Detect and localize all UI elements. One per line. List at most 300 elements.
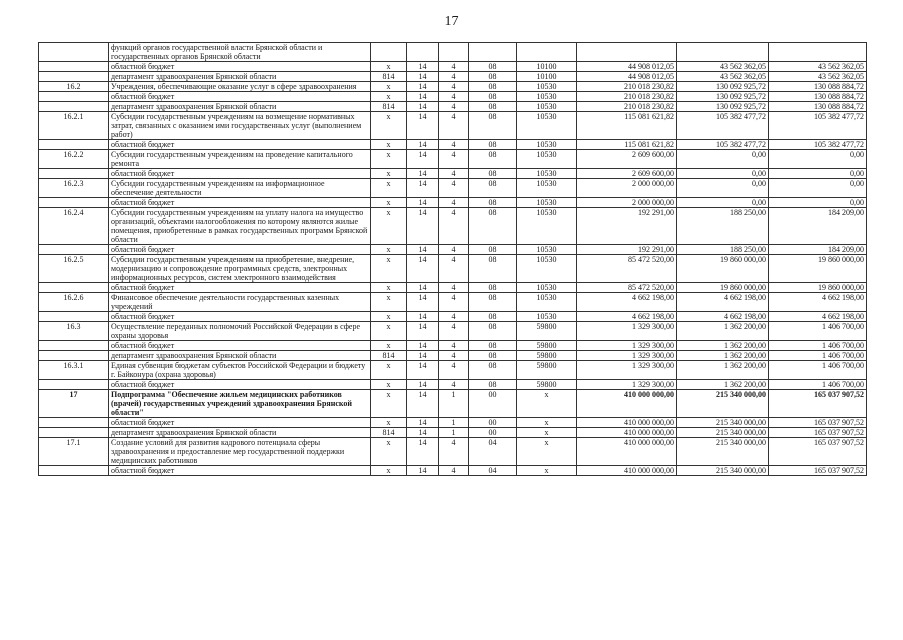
code-d-cell: х — [517, 428, 577, 438]
code-d-cell: 10530 — [517, 140, 577, 150]
item-number-cell — [39, 43, 109, 62]
amount-year-1-cell: 210 018 230,82 — [577, 82, 677, 92]
code-c-cell: 08 — [469, 351, 517, 361]
item-number-cell: 16.2.2 — [39, 150, 109, 169]
amount-year-2-cell: 43 562 362,05 — [677, 72, 769, 82]
code-a-cell: 14 — [407, 361, 439, 380]
item-name-cell: областной бюджет — [109, 169, 371, 179]
code-b-cell — [439, 43, 469, 62]
code-c-cell: 08 — [469, 62, 517, 72]
amount-year-1-cell: 85 472 520,00 — [577, 283, 677, 293]
item-number-cell — [39, 140, 109, 150]
item-number-cell — [39, 341, 109, 351]
code-c-cell: 08 — [469, 312, 517, 322]
code-c-cell: 08 — [469, 341, 517, 351]
code-a-cell: 14 — [407, 341, 439, 351]
code-d-cell: х — [517, 438, 577, 466]
code-a-cell: 14 — [407, 92, 439, 102]
code-b-cell: 4 — [439, 380, 469, 390]
amount-year-2-cell — [677, 43, 769, 62]
amount-year-2-cell: 1 362 200,00 — [677, 361, 769, 380]
amount-year-1-cell: 192 291,00 — [577, 245, 677, 255]
table-row — [39, 245, 867, 255]
amount-year-2-cell: 1 362 200,00 — [677, 351, 769, 361]
code-d-cell: х — [517, 466, 577, 476]
amount-year-2-cell: 0,00 — [677, 150, 769, 169]
code-c-cell: 04 — [469, 438, 517, 466]
amount-year-2-cell: 1 362 200,00 — [677, 380, 769, 390]
grbs-code-cell: х — [371, 312, 407, 322]
code-c-cell: 08 — [469, 255, 517, 283]
amount-year-2-cell: 43 562 362,05 — [677, 62, 769, 72]
code-a-cell: 14 — [407, 169, 439, 179]
amount-year-3-cell: 4 662 198,00 — [769, 293, 867, 312]
amount-year-2-cell: 19 860 000,00 — [677, 283, 769, 293]
amount-year-2-cell: 0,00 — [677, 169, 769, 179]
code-d-cell: 10530 — [517, 82, 577, 92]
code-b-cell: 4 — [439, 179, 469, 198]
item-number-cell — [39, 72, 109, 82]
amount-year-3-cell: 0,00 — [769, 150, 867, 169]
code-a-cell: 14 — [407, 293, 439, 312]
code-b-cell: 4 — [439, 312, 469, 322]
amount-year-3-cell: 1 406 700,00 — [769, 361, 867, 380]
amount-year-3-cell: 0,00 — [769, 198, 867, 208]
table-row — [39, 62, 867, 72]
code-a-cell: 14 — [407, 390, 439, 418]
grbs-code-cell: х — [371, 208, 407, 245]
code-c-cell: 08 — [469, 112, 517, 140]
amount-year-2-cell: 105 382 477,72 — [677, 140, 769, 150]
amount-year-3-cell: 130 088 884,72 — [769, 102, 867, 112]
amount-year-1-cell: 192 291,00 — [577, 208, 677, 245]
code-b-cell: 4 — [439, 150, 469, 169]
table-row — [39, 112, 867, 140]
grbs-code-cell — [371, 43, 407, 62]
amount-year-3-cell: 19 860 000,00 — [769, 283, 867, 293]
amount-year-1-cell: 44 908 012,05 — [577, 62, 677, 72]
item-number-cell — [39, 62, 109, 72]
code-d-cell: 10100 — [517, 62, 577, 72]
grbs-code-cell: х — [371, 341, 407, 351]
amount-year-2-cell: 215 340 000,00 — [677, 466, 769, 476]
item-number-cell: 16.2.6 — [39, 293, 109, 312]
grbs-code-cell: х — [371, 255, 407, 283]
item-number-cell — [39, 418, 109, 428]
code-a-cell: 14 — [407, 150, 439, 169]
item-name-cell: Субсидии государственным учреждениям на возмещение нормативных затрат, связанных с оказанием ими государственных услуг (выполнением работ) — [109, 112, 371, 140]
item-name-cell: областной бюджет — [109, 283, 371, 293]
code-d-cell: 10100 — [517, 72, 577, 82]
code-c-cell: 08 — [469, 208, 517, 245]
item-name-cell: департамент здравоохранения Брянской области — [109, 72, 371, 82]
amount-year-2-cell: 4 662 198,00 — [677, 293, 769, 312]
code-a-cell: 14 — [407, 102, 439, 112]
item-number-cell: 16.2.3 — [39, 179, 109, 198]
amount-year-3-cell: 105 382 477,72 — [769, 140, 867, 150]
code-c-cell: 08 — [469, 102, 517, 112]
amount-year-1-cell: 115 081 621,82 — [577, 140, 677, 150]
code-b-cell: 4 — [439, 208, 469, 245]
item-name-cell: Субсидии государственным учреждениям на приобретение, внедрение, модернизацию и сопровождение программных средств, электронных информационных ресурсов, систем электронного взаимодействия — [109, 255, 371, 283]
code-b-cell: 4 — [439, 351, 469, 361]
table-row — [39, 312, 867, 322]
grbs-code-cell: х — [371, 361, 407, 380]
grbs-code-cell: 814 — [371, 72, 407, 82]
grbs-code-cell: х — [371, 293, 407, 312]
code-d-cell: 10530 — [517, 92, 577, 102]
table-row — [39, 82, 867, 92]
code-b-cell: 1 — [439, 418, 469, 428]
code-a-cell: 14 — [407, 322, 439, 341]
code-d-cell: 10530 — [517, 312, 577, 322]
amount-year-1-cell: 410 000 000,00 — [577, 428, 677, 438]
code-b-cell: 4 — [439, 82, 469, 92]
table-row — [39, 43, 867, 62]
item-name-cell: областной бюджет — [109, 418, 371, 428]
code-b-cell: 4 — [439, 102, 469, 112]
table-row — [39, 466, 867, 476]
code-a-cell: 14 — [407, 245, 439, 255]
code-c-cell: 08 — [469, 82, 517, 92]
amount-year-1-cell: 410 000 000,00 — [577, 466, 677, 476]
code-d-cell: 10530 — [517, 208, 577, 245]
amount-year-1-cell: 115 081 621,82 — [577, 112, 677, 140]
amount-year-3-cell: 1 406 700,00 — [769, 351, 867, 361]
amount-year-1-cell: 410 000 000,00 — [577, 390, 677, 418]
amount-year-1-cell: 1 329 300,00 — [577, 322, 677, 341]
code-d-cell: 59800 — [517, 322, 577, 341]
code-d-cell: 10530 — [517, 245, 577, 255]
amount-year-2-cell: 4 662 198,00 — [677, 312, 769, 322]
amount-year-3-cell: 43 562 362,05 — [769, 72, 867, 82]
budget-table — [38, 42, 867, 476]
budget-table-wrapper — [38, 42, 866, 476]
grbs-code-cell: х — [371, 169, 407, 179]
code-d-cell: 59800 — [517, 341, 577, 351]
amount-year-3-cell: 130 088 884,72 — [769, 82, 867, 92]
amount-year-1-cell: 410 000 000,00 — [577, 418, 677, 428]
code-d-cell: 10530 — [517, 179, 577, 198]
grbs-code-cell: х — [371, 198, 407, 208]
amount-year-1-cell: 2 000 000,00 — [577, 179, 677, 198]
amount-year-2-cell: 130 092 925,72 — [677, 92, 769, 102]
code-b-cell: 4 — [439, 322, 469, 341]
table-row — [39, 341, 867, 351]
amount-year-3-cell: 184 209,00 — [769, 208, 867, 245]
item-number-cell: 16.2.5 — [39, 255, 109, 283]
item-name-cell: областной бюджет — [109, 380, 371, 390]
code-a-cell: 14 — [407, 255, 439, 283]
amount-year-1-cell: 1 329 300,00 — [577, 380, 677, 390]
amount-year-2-cell: 188 250,00 — [677, 208, 769, 245]
amount-year-3-cell: 43 562 362,05 — [769, 62, 867, 72]
code-d-cell: 10530 — [517, 283, 577, 293]
item-name-cell: областной бюджет — [109, 140, 371, 150]
item-number-cell — [39, 466, 109, 476]
amount-year-2-cell: 0,00 — [677, 179, 769, 198]
code-a-cell: 14 — [407, 72, 439, 82]
amount-year-3-cell: 4 662 198,00 — [769, 312, 867, 322]
code-c-cell: 08 — [469, 293, 517, 312]
code-b-cell: 4 — [439, 169, 469, 179]
grbs-code-cell: х — [371, 322, 407, 341]
code-b-cell: 4 — [439, 283, 469, 293]
item-name-cell: областной бюджет — [109, 92, 371, 102]
code-d-cell: 10530 — [517, 255, 577, 283]
item-number-cell — [39, 380, 109, 390]
code-d-cell: 59800 — [517, 380, 577, 390]
table-row — [39, 418, 867, 428]
item-name-cell: Единая субвенция бюджетам субъектов Российской Федерации и бюджету г. Байконура (охрана здоровья) — [109, 361, 371, 380]
amount-year-2-cell: 215 340 000,00 — [677, 390, 769, 418]
table-row — [39, 72, 867, 82]
table-row — [39, 428, 867, 438]
code-b-cell: 4 — [439, 140, 469, 150]
item-name-cell: Осуществление переданных полномочий Российской Федерации в сфере охраны здоровья — [109, 322, 371, 341]
table-row — [39, 208, 867, 245]
table-row — [39, 390, 867, 418]
code-d-cell: 10530 — [517, 169, 577, 179]
code-c-cell: 08 — [469, 72, 517, 82]
code-d-cell: 10530 — [517, 112, 577, 140]
code-c-cell — [469, 43, 517, 62]
code-c-cell: 08 — [469, 179, 517, 198]
item-number-cell — [39, 283, 109, 293]
grbs-code-cell: х — [371, 140, 407, 150]
code-b-cell: 4 — [439, 92, 469, 102]
grbs-code-cell: х — [371, 390, 407, 418]
code-c-cell: 08 — [469, 140, 517, 150]
code-a-cell: 14 — [407, 208, 439, 245]
table-row — [39, 361, 867, 380]
amount-year-2-cell: 215 340 000,00 — [677, 428, 769, 438]
code-c-cell: 08 — [469, 245, 517, 255]
amount-year-2-cell: 130 092 925,72 — [677, 102, 769, 112]
code-a-cell: 14 — [407, 62, 439, 72]
amount-year-1-cell: 2 609 600,00 — [577, 150, 677, 169]
table-row — [39, 351, 867, 361]
code-b-cell: 4 — [439, 72, 469, 82]
grbs-code-cell: 814 — [371, 428, 407, 438]
code-a-cell: 14 — [407, 438, 439, 466]
code-d-cell: 59800 — [517, 361, 577, 380]
amount-year-3-cell: 130 088 884,72 — [769, 92, 867, 102]
page-number: 17 — [444, 14, 459, 29]
grbs-code-cell: х — [371, 438, 407, 466]
amount-year-1-cell: 4 662 198,00 — [577, 293, 677, 312]
amount-year-3-cell: 165 037 907,52 — [769, 418, 867, 428]
table-row — [39, 380, 867, 390]
item-number-cell — [39, 245, 109, 255]
code-c-cell: 08 — [469, 92, 517, 102]
code-a-cell: 14 — [407, 112, 439, 140]
amount-year-1-cell: 410 000 000,00 — [577, 438, 677, 466]
code-c-cell: 08 — [469, 283, 517, 293]
code-c-cell: 08 — [469, 169, 517, 179]
amount-year-3-cell: 1 406 700,00 — [769, 380, 867, 390]
item-name-cell: департамент здравоохранения Брянской области — [109, 102, 371, 112]
grbs-code-cell: 814 — [371, 102, 407, 112]
amount-year-3-cell — [769, 43, 867, 62]
table-row — [39, 198, 867, 208]
amount-year-2-cell: 105 382 477,72 — [677, 112, 769, 140]
amount-year-1-cell: 210 018 230,82 — [577, 102, 677, 112]
amount-year-1-cell: 4 662 198,00 — [577, 312, 677, 322]
code-a-cell: 14 — [407, 380, 439, 390]
item-name-cell: Учреждения, обеспечивающие оказание услуг в сфере здравоохранения — [109, 82, 371, 92]
code-a-cell: 14 — [407, 179, 439, 198]
item-name-cell: областной бюджет — [109, 198, 371, 208]
table-row — [39, 179, 867, 198]
code-c-cell: 08 — [469, 380, 517, 390]
grbs-code-cell: х — [371, 82, 407, 92]
amount-year-2-cell: 215 340 000,00 — [677, 438, 769, 466]
code-c-cell: 08 — [469, 322, 517, 341]
table-row — [39, 140, 867, 150]
code-b-cell: 4 — [439, 62, 469, 72]
code-a-cell: 14 — [407, 418, 439, 428]
amount-year-2-cell: 19 860 000,00 — [677, 255, 769, 283]
item-number-cell — [39, 102, 109, 112]
code-c-cell: 00 — [469, 390, 517, 418]
code-d-cell: 10530 — [517, 102, 577, 112]
table-row — [39, 92, 867, 102]
amount-year-3-cell: 19 860 000,00 — [769, 255, 867, 283]
grbs-code-cell: х — [371, 179, 407, 198]
amount-year-1-cell: 1 329 300,00 — [577, 351, 677, 361]
table-row — [39, 283, 867, 293]
code-b-cell: 4 — [439, 438, 469, 466]
grbs-code-cell: х — [371, 283, 407, 293]
table-row — [39, 150, 867, 169]
code-d-cell: 59800 — [517, 351, 577, 361]
amount-year-3-cell: 165 037 907,52 — [769, 390, 867, 418]
code-b-cell: 4 — [439, 245, 469, 255]
code-d-cell: х — [517, 418, 577, 428]
table-row — [39, 169, 867, 179]
amount-year-3-cell: 0,00 — [769, 169, 867, 179]
table-row — [39, 293, 867, 312]
code-c-cell: 00 — [469, 418, 517, 428]
code-b-cell: 4 — [439, 112, 469, 140]
grbs-code-cell: х — [371, 245, 407, 255]
item-number-cell: 16.2.4 — [39, 208, 109, 245]
item-name-cell: функций органов государственной власти Брянской области и государственных органов Брянской области — [109, 43, 371, 62]
item-number-cell — [39, 351, 109, 361]
amount-year-1-cell: 1 329 300,00 — [577, 361, 677, 380]
item-name-cell: Субсидии государственным учреждениям на информационное обеспечение деятельности — [109, 179, 371, 198]
code-d-cell: х — [517, 390, 577, 418]
amount-year-3-cell: 1 406 700,00 — [769, 341, 867, 351]
table-row — [39, 255, 867, 283]
grbs-code-cell: х — [371, 62, 407, 72]
budget-table-body — [39, 43, 867, 476]
code-b-cell: 4 — [439, 466, 469, 476]
amount-year-3-cell: 1 406 700,00 — [769, 322, 867, 341]
table-row — [39, 322, 867, 341]
code-a-cell: 14 — [407, 312, 439, 322]
item-name-cell: Создание условий для развития кадрового потенциала сферы здравоохранения и предоставление мер государственной поддержки медицинских работников — [109, 438, 371, 466]
grbs-code-cell: х — [371, 92, 407, 102]
item-number-cell — [39, 169, 109, 179]
amount-year-2-cell: 1 362 200,00 — [677, 341, 769, 351]
item-number-cell: 16.2 — [39, 82, 109, 92]
amount-year-3-cell: 165 037 907,52 — [769, 466, 867, 476]
code-a-cell: 14 — [407, 140, 439, 150]
code-a-cell — [407, 43, 439, 62]
code-c-cell: 04 — [469, 466, 517, 476]
grbs-code-cell: х — [371, 418, 407, 428]
code-a-cell: 14 — [407, 198, 439, 208]
amount-year-3-cell: 165 037 907,52 — [769, 428, 867, 438]
item-number-cell: 17 — [39, 390, 109, 418]
amount-year-2-cell: 1 362 200,00 — [677, 322, 769, 341]
item-name-cell: Субсидии государственным учреждениям на уплату налога на имущество организаций, объектами налогообложения по которому являются жилые помещения, приобретенные в рамках государственных программ Брянской области — [109, 208, 371, 245]
amount-year-2-cell: 0,00 — [677, 198, 769, 208]
item-name-cell: Субсидии государственным учреждениям на проведение капитального ремонта — [109, 150, 371, 169]
amount-year-3-cell: 0,00 — [769, 179, 867, 198]
code-b-cell: 4 — [439, 293, 469, 312]
item-number-cell — [39, 92, 109, 102]
item-number-cell: 16.3 — [39, 322, 109, 341]
item-name-cell: департамент здравоохранения Брянской области — [109, 351, 371, 361]
item-name-cell: областной бюджет — [109, 312, 371, 322]
code-a-cell: 14 — [407, 351, 439, 361]
item-name-cell: Финансовое обеспечение деятельности государственных казенных учреждений — [109, 293, 371, 312]
code-b-cell: 4 — [439, 341, 469, 351]
code-d-cell: 10530 — [517, 198, 577, 208]
item-name-cell: областной бюджет — [109, 466, 371, 476]
item-name-cell: Подпрограмма "Обеспечение жильем медицинских работников (врачей) государственных учреждений здравоохранения Брянской области" — [109, 390, 371, 418]
code-b-cell: 4 — [439, 198, 469, 208]
code-b-cell: 4 — [439, 255, 469, 283]
code-c-cell: 08 — [469, 198, 517, 208]
code-c-cell: 08 — [469, 150, 517, 169]
amount-year-1-cell: 85 472 520,00 — [577, 255, 677, 283]
amount-year-3-cell: 184 209,00 — [769, 245, 867, 255]
amount-year-2-cell: 130 092 925,72 — [677, 82, 769, 92]
item-name-cell: департамент здравоохранения Брянской области — [109, 428, 371, 438]
amount-year-1-cell — [577, 43, 677, 62]
amount-year-3-cell: 105 382 477,72 — [769, 112, 867, 140]
table-row — [39, 102, 867, 112]
amount-year-1-cell: 44 908 012,05 — [577, 72, 677, 82]
item-number-cell: 16.3.1 — [39, 361, 109, 380]
item-name-cell: областной бюджет — [109, 245, 371, 255]
code-d-cell: 10530 — [517, 150, 577, 169]
code-b-cell: 1 — [439, 390, 469, 418]
item-number-cell: 17.1 — [39, 438, 109, 466]
table-row — [39, 438, 867, 466]
code-c-cell: 00 — [469, 428, 517, 438]
item-number-cell: 16.2.1 — [39, 112, 109, 140]
code-d-cell: 10530 — [517, 293, 577, 312]
amount-year-1-cell: 2 609 600,00 — [577, 169, 677, 179]
item-number-cell — [39, 312, 109, 322]
item-number-cell — [39, 198, 109, 208]
amount-year-1-cell: 1 329 300,00 — [577, 341, 677, 351]
code-c-cell: 08 — [469, 361, 517, 380]
code-b-cell: 1 — [439, 428, 469, 438]
grbs-code-cell: х — [371, 466, 407, 476]
grbs-code-cell: 814 — [371, 351, 407, 361]
code-b-cell: 4 — [439, 361, 469, 380]
code-a-cell: 14 — [407, 283, 439, 293]
amount-year-2-cell: 188 250,00 — [677, 245, 769, 255]
amount-year-1-cell: 210 018 230,82 — [577, 92, 677, 102]
code-a-cell: 14 — [407, 428, 439, 438]
